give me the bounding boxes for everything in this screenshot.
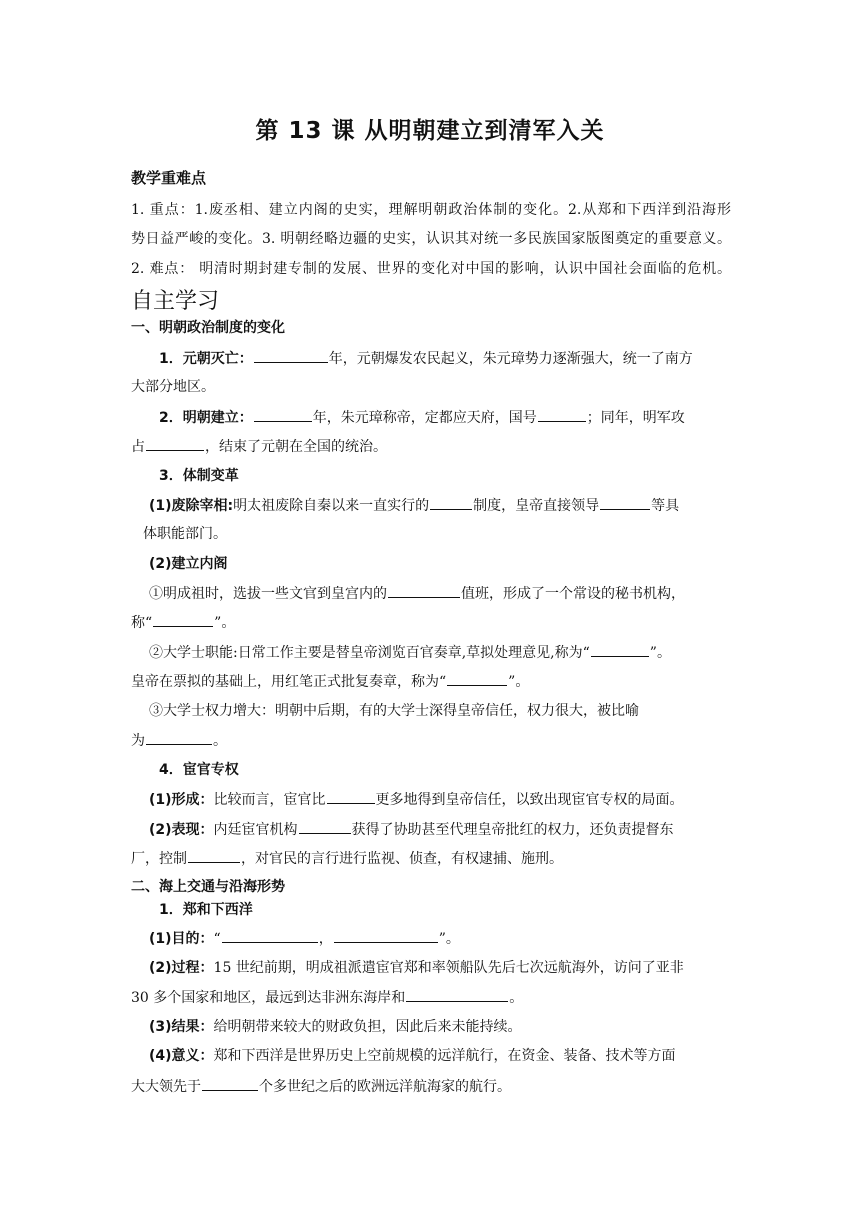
item-eunuch-manifest: (2)表现：内廷宦官机构 获得了协助甚至代理皇帝批红的权力，还负责提督东: [149, 819, 731, 840]
lesson-title: 第 13 课 从明朝建立到清军入关: [255, 118, 605, 144]
fill-blank[interactable]: [406, 987, 508, 1002]
fill-blank[interactable]: [222, 928, 318, 943]
fill-blank[interactable]: [188, 848, 240, 863]
fill-blank[interactable]: [430, 495, 472, 510]
item-ming-founding: 2．明朝建立： 年，朱元璋称帝，定都应天府，国号 ；同年，明军攻: [159, 407, 731, 428]
fill-blank[interactable]: [146, 730, 212, 745]
fill-blank[interactable]: [334, 928, 438, 943]
item-abolish-chancellor: (1)废除宰相:明太祖废除自秦以来一直实行的 制度，皇帝直接领导 等具: [149, 495, 731, 516]
item-eunuch-power: [159, 760, 731, 780]
item-label: (3)结果：: [149, 1019, 214, 1035]
item-cabinet: [149, 554, 731, 574]
item-eunuch-manifest-cont: 厂，控制 ，对官民的言行进行监视、侦查，有权逮捕、施刑。: [131, 848, 731, 869]
item-label: (2)表现：: [149, 822, 214, 838]
item-cabinet-3-cont: 为 。: [131, 730, 731, 751]
item-process-cont: 30 多个国家和地区，最远到达非洲东海岸和 。: [131, 987, 731, 1008]
fill-blank[interactable]: [299, 819, 351, 834]
key-points-line-1: 1. 重点：1.废丞相、建立内阁的史实，理解明朝政治体制的变化。2.从郑和下西洋到沿海形: [131, 202, 731, 218]
fill-blank[interactable]: [202, 1076, 258, 1091]
item-label: (1)形成：: [149, 792, 214, 808]
key-points-line-3: 2. 难点： 明清时期封建专制的发展、世界的变化对中国的影响，认识中国社会面临的危机。: [131, 261, 731, 277]
item-significance-cont: 大大领先于 个多世纪之后的欧洲远洋航海家的航行。: [131, 1076, 731, 1097]
item-cabinet-1-cont: 称“ ”。: [131, 612, 731, 633]
item-result: (3)结果：给明朝带来较大的财政负担，因此后来未能持续。: [149, 1019, 522, 1035]
fill-blank[interactable]: [591, 642, 649, 657]
item-process: (2)过程：15 世纪前期，明成祖派遣宦官郑和率领船队先后七次远航海外，访问了亚非: [149, 960, 684, 976]
item-ming-founding-cont: 占 ，结束了元朝在全国的统治。: [131, 436, 731, 457]
item-yuan-fall-cont: 大部分地区。: [131, 379, 215, 395]
key-points-heading: 教学重难点: [131, 169, 207, 187]
fill-blank[interactable]: [254, 348, 328, 363]
key-points-line-2: 势日益严峻的变化。3. 明朝经略边疆的史实，认识其对统一多民族国家版图奠定的重要意义。: [131, 231, 731, 247]
item-label: 2．明朝建立：: [159, 410, 253, 426]
item-label: (1)目的：: [149, 931, 214, 947]
fill-blank[interactable]: [600, 495, 650, 510]
item-label: 1．元朝灭亡：: [159, 351, 253, 367]
self-study-heading: 自主学习: [131, 289, 220, 314]
fill-blank[interactable]: [153, 612, 213, 627]
fill-blank[interactable]: [388, 583, 460, 598]
item-label: 3．体制变革: [159, 468, 239, 484]
item-system-reform: [159, 466, 731, 486]
fill-blank[interactable]: [327, 789, 375, 804]
item-label: (4)意义：: [149, 1048, 214, 1064]
item-cabinet-3: ③大学士权力增大：明朝中后期，有的大学士深得皇帝信任，权力很大，被比喻: [149, 703, 639, 719]
item-label: 4．宦官专权: [159, 762, 239, 778]
item-zheng-he: [159, 900, 731, 920]
item-cabinet-2: ②大学士职能:日常工作主要是替皇帝浏览百官奏章,草拟处理意见,称为“ ”。: [149, 642, 731, 663]
fill-blank[interactable]: [538, 407, 586, 422]
item-purpose: (1)目的：“ ， ”。: [149, 928, 731, 949]
item-significance: (4)意义：郑和下西洋是世界历史上空前规模的远洋航行，在资金、装备、技术等方面: [149, 1048, 676, 1064]
section-2-heading: 二、海上交通与沿海形势: [131, 879, 285, 895]
item-label: (1)废除宰相:: [149, 498, 234, 514]
item-label: (2)建立内阁: [149, 556, 228, 572]
item-cabinet-2-cont: 皇帝在票拟的基础上，用红笔正式批复奏章，称为“ ”。: [131, 671, 731, 692]
item-yuan-fall: 1．元朝灭亡： 年，元朝爆发农民起义，朱元璋势力逐渐强大，统一了南方: [159, 348, 731, 369]
item-label: (2)过程：: [149, 960, 214, 976]
item-cabinet-1: ①明成祖时，选拔一些文官到皇宫内的 值班，形成了一个常设的秘书机构，: [149, 583, 731, 604]
fill-blank[interactable]: [146, 436, 204, 451]
fill-blank[interactable]: [447, 671, 507, 686]
item-label: 1．郑和下西洋: [159, 902, 253, 918]
item-abolish-chancellor-cont: 体职能部门。: [143, 526, 227, 542]
item-eunuch-formation: (1)形成：比较而言，宦官比 更多地得到皇帝信任，以致出现宦官专权的局面。: [149, 789, 731, 810]
section-1-heading: 一、明朝政治制度的变化: [131, 320, 285, 336]
fill-blank[interactable]: [254, 407, 312, 422]
